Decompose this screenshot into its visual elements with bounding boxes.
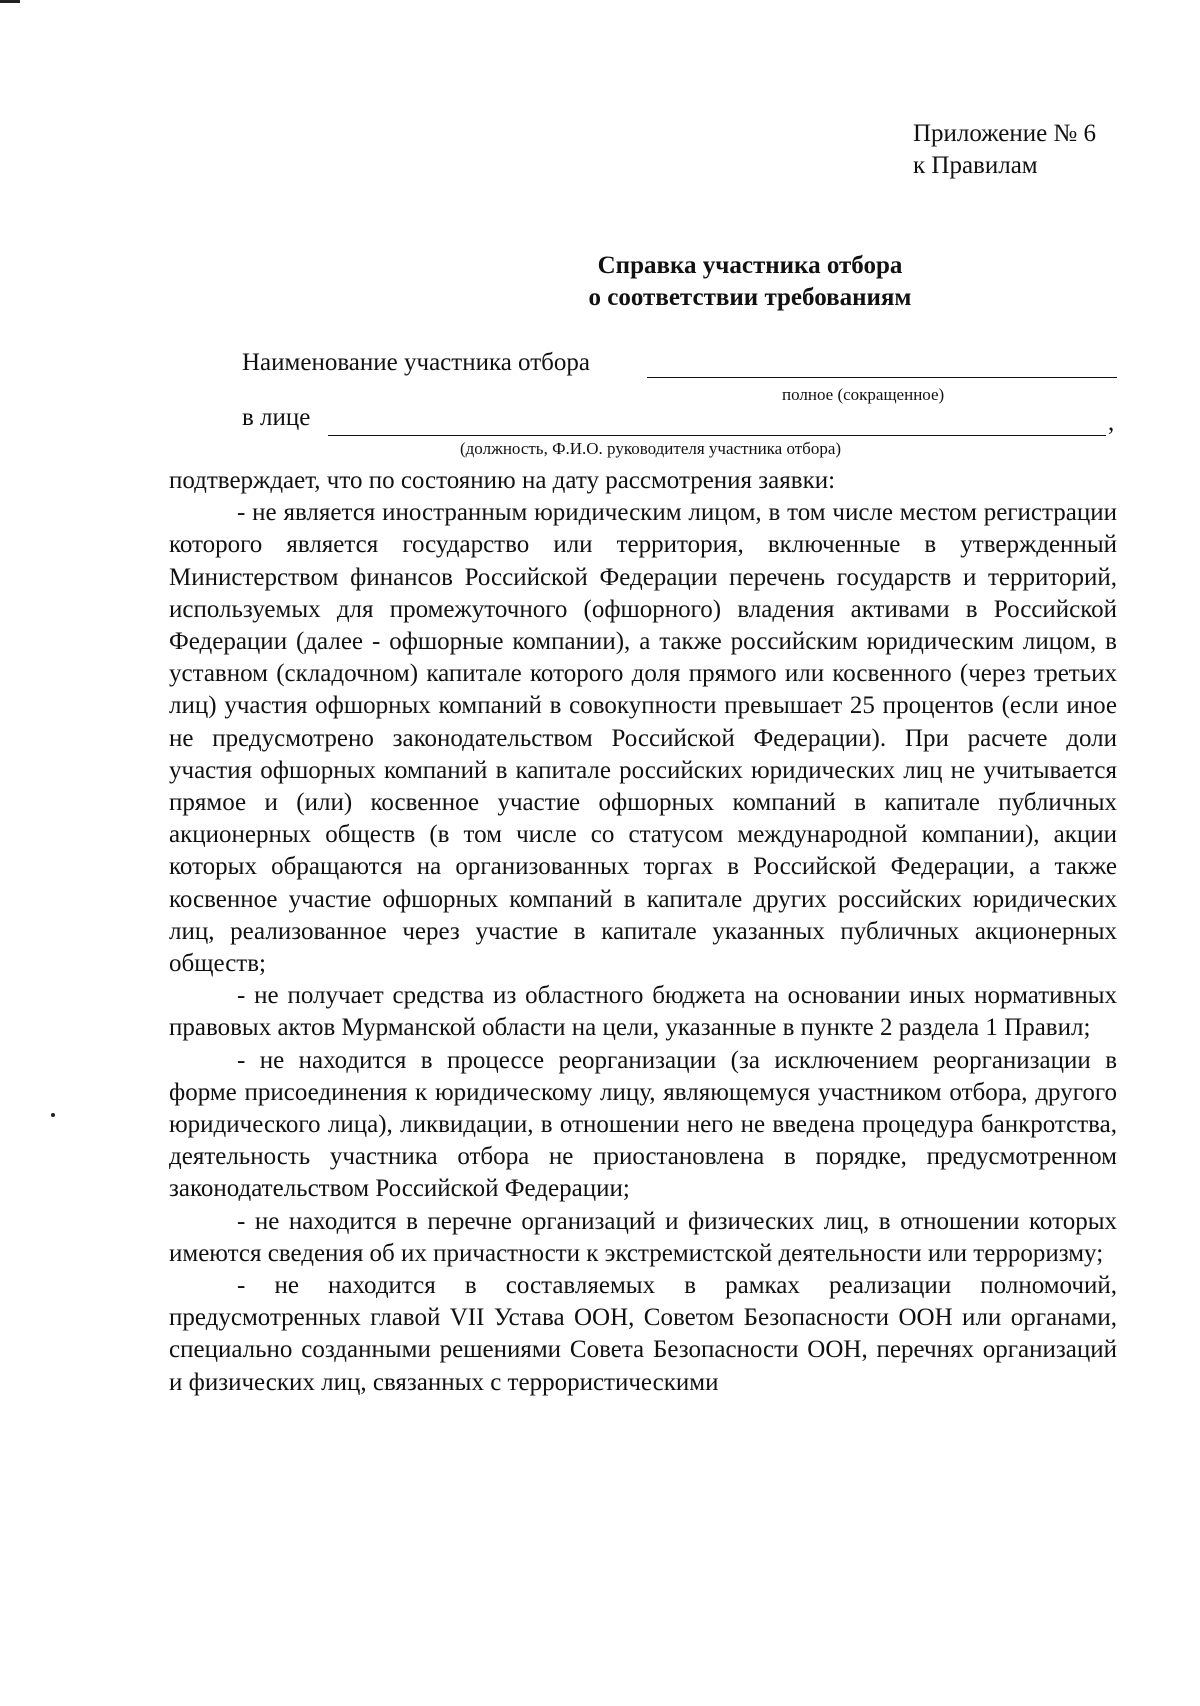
document-title: [0, 250, 1200, 314]
title-line-1: Справка участника отбора: [597, 252, 903, 279]
person-underline: [328, 435, 1106, 436]
body-intro: подтверждает, что по состоянию на дату рассмотрения заявки:: [169, 467, 836, 494]
scan-corner-mark: [0, 0, 20, 3]
person-hint: (должность, Ф.И.О. руководителя участника отбора): [460, 439, 842, 458]
requirement-item-budget: - не получает средства из областного бюджета на основании иных нормативных правовых актов Мурманской области на цели, указанные в пункте 2 раздела 1 Правил;: [169, 982, 1117, 1042]
requirement-item-extremism: - не находится в перечне организаций и физических лиц, в отношении которых имеются сведения об их причастности к экстремистской деятельности или терроризму;: [169, 1207, 1117, 1267]
document-body: [169, 465, 1117, 1399]
person-comma: ,: [1108, 409, 1115, 436]
requirement-item-un-lists: - не находится в составляемых в рамках реализации полномочий, предусмотренных главой VII Устава ООН, Советом Безопасности ООН или органами, специально созданными решениями Совета Безопасности ООН, перечнях организаций и физических лиц, связанных с террористическими: [169, 1272, 1117, 1396]
scan-speck: [51, 1113, 55, 1117]
participant-name-label: Наименование участника отбора: [242, 349, 590, 376]
person-field[interactable]: [328, 403, 1106, 433]
participant-name-row: [242, 348, 590, 378]
annex-block: [913, 118, 1096, 182]
participant-name-hint: полное (сокращенное): [782, 385, 945, 404]
person-label: в лице: [242, 404, 311, 431]
requirement-item-reorganization: - не находится в процессе реорганизации (за исключением реорганизации в форме присоединения к юридическому лицу, являющемуся участником отбора, другого юридического лица), ликвидации, в отношении него не введена процедура банкротства, деятельность участника отбора не приостановлена в порядке, предусмотренном законодательством Российской Федерации;: [169, 1046, 1117, 1203]
annex-reference: к Правилам: [913, 152, 1038, 179]
requirement-item-offshore: - не является иностранным юридическим лицом, в том числе местом регистрации которого является государство или территория, включенные в утвержденный Министерством финансов Российской Федерации перечень государств и территорий, используемых для промежуточного (офшорного) владения активами в Российской Федерации (далее - офшорные компании), а также российским юридическим лицом, в уставном (складочном) капитале которого доля прямого или косвенного (через третьих лиц) участия офшорных компаний в совокупности превышает 25 процентов (если иное не предусмотрено законодательством Российской Федерации). При расчете доли участия офшорных компаний в капитале российских юридических лиц не учитывается прямое и (или) косвенное участие офшорных компаний в капитале публичных акционерных обществ (в том числе со статусом международной компании), акции которых обращаются на организованных торгах в Российской Федерации, а также косвенное участие офшорных компаний в капитале других российских юридических лиц, реализованное через участие в капитале указанных публичных акционерных обществ;: [169, 499, 1117, 978]
person-row: [242, 403, 310, 433]
title-line-2: о соответствии требованиям: [588, 284, 912, 311]
annex-number: Приложение № 6: [913, 120, 1097, 147]
participant-name-field[interactable]: [647, 348, 1117, 378]
participant-name-underline: [647, 377, 1117, 378]
